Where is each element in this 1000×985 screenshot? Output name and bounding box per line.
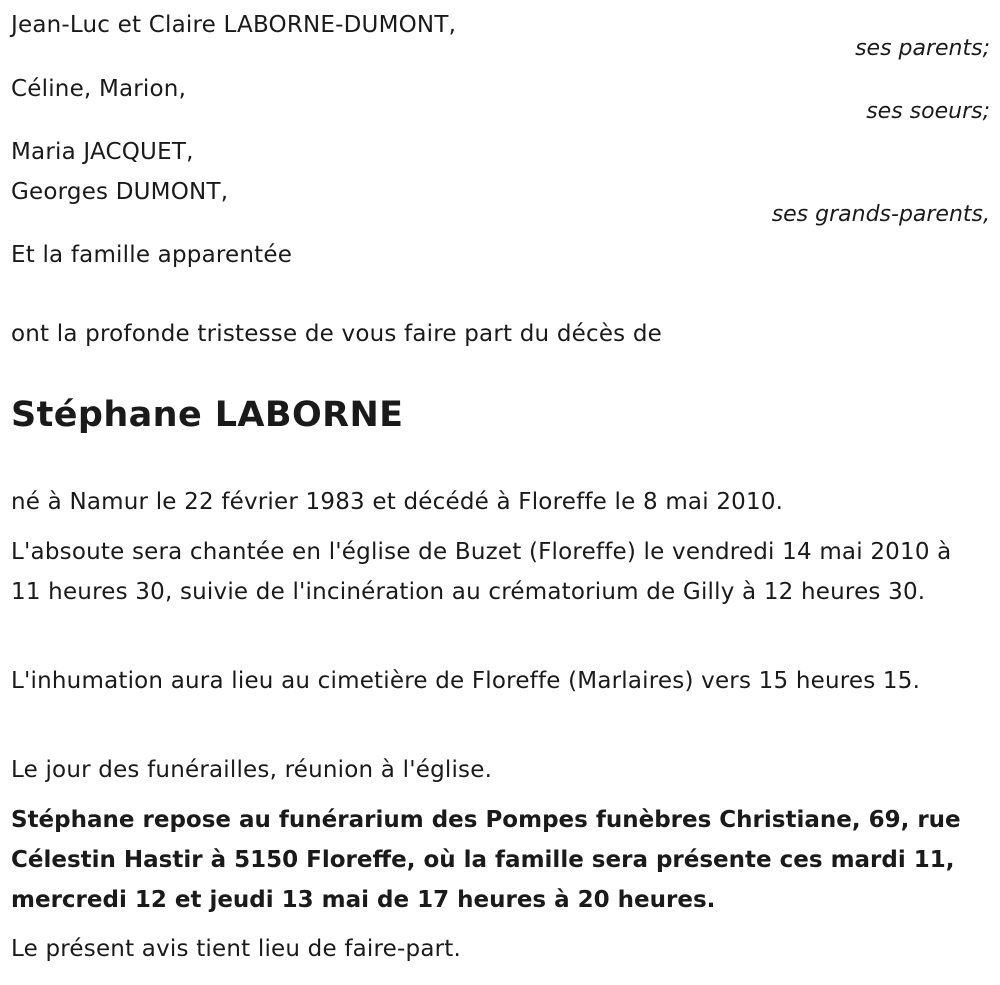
announcement-text: ont la profonde tristesse de vous faire part du décès de [11,321,663,347]
reunion-line: Le jour des funérailles, réunion à l'église. [11,757,493,783]
extended-family: Et la famille apparentée [11,242,293,268]
notice-line: Le présent avis tient lieu de faire-part. [11,936,462,962]
birth-death-line: né à Namur le 22 février 1983 et décédé à Floreffe le 8 mai 2010. [11,489,784,515]
grandparent-name-2: Georges DUMONT, [11,179,229,205]
grandparents-role: ses grands-parents, [771,202,990,227]
burial-paragraph: L'inhumation aura lieu au cimetière de Floreffe (Marlaires) vers 15 heures 15. [11,668,921,694]
sisters-names: Céline, Marion, [11,76,187,102]
visitation-paragraph: Stéphane repose au funérarium des Pompes funèbres Christiane, 69, rue Célestin Hastir à 5150 Floreffe, où la famille sera présente ces mardi 11, mercredi 12 et jeudi 13 mai de 17 heures à 20 heures. [11,807,961,913]
ceremony-paragraph: L'absoute sera chantée en l'église de Buzet (Floreffe) le vendredi 14 mai 2010 à 11 heures 30, suivie de l'incinération au crématorium de Gilly à 12 heures 30. [11,539,952,605]
deceased-name: Stéphane LABORNE [11,395,404,435]
grandparent-name-1: Maria JACQUET, [11,139,194,165]
sisters-role: ses soeurs; [866,99,990,124]
parents-role: ses parents; [855,36,990,61]
parents-names: Jean-Luc et Claire LABORNE-DUMONT, [11,12,457,38]
